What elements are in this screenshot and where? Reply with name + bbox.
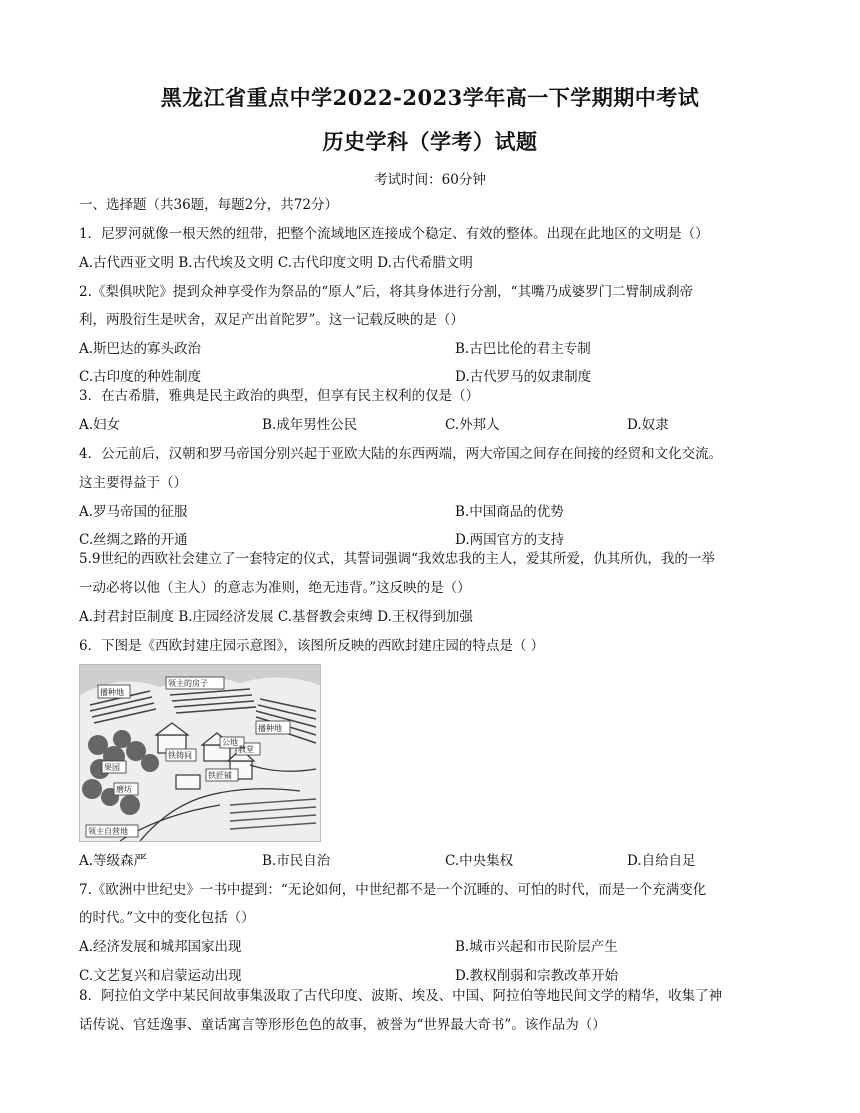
question-2-option-c: C.古印度的种姓制度 [79,369,202,385]
question-6-stem: 6．下图是《西欧封建庄园示意图》，该图所反映的西欧封建庄园的特点是（ ） [79,638,545,654]
figure-label-sowing-land-1: 播种地 [100,688,124,697]
question-4-option-c: C.丝绸之路的开通 [79,532,188,548]
question-3-option-d: D.奴隶 [627,417,669,433]
exam-title: 黑龙江省重点中学2022-2023学年高一下学期期中考试 [160,85,700,110]
manor-diagram-svg [80,665,320,841]
question-8-stem-line1: 8．阿拉伯文学中某民间故事集汲取了古代印度、波斯、埃及、中国、阿拉伯等地民间文学的精华，收集了神 [79,988,723,1004]
question-3-stem: 3．在古希腊，雅典是民主政治的典型，但享有民主权利的仅是（） [79,388,480,404]
question-2-option-a: A.斯巴达的寡头政治 [79,341,202,357]
question-7-option-a: A.经济发展和城邦国家出现 [79,939,242,955]
question-7-stem-line2: 的时代。”文中的变化包括（） [79,910,255,926]
question-5-stem-line1: 5.9世纪的西欧社会建立了一套特定的仪式，其誓词强调“我效忠我的主人，爱其所爱，仇其所仇，我的一举 [79,551,715,567]
figure-label-common-land: 公地 [222,738,238,747]
question-1-options: A.古代西亚文明 B.古代埃及文明 C.古代印度文明 D.古代希腊文明 [79,255,473,271]
question-2-option-b: B.古巴比伦的君主专制 [455,341,591,357]
question-5-stem-line2: 一动必将以他（主人）的意志为准则，绝无违背。”这反映的是（） [79,580,471,596]
question-2-stem-line1: 2.《梨俱吠陀》提到众神享受作为祭品的“原人”后，将其身体进行分割，“其嘴乃成婆罗门二臂制成刹帝 [79,284,694,300]
figure-label-orchard: 果园 [104,763,120,772]
question-3-option-c: C.外邦人 [445,417,500,433]
question-8-stem-line2: 话传说、官廷逸事、童话寓言等形形色色的故事，被誉为“世界最大奇书”。该作品为（） [79,1017,606,1033]
question-3-option-a: A.妇女 [79,417,121,433]
figure-label-church: 教堂 [238,745,254,754]
figure-label-demesne: 领主自营地 [88,827,128,836]
question-2-option-d: D.古代罗马的奴隶制度 [455,369,592,385]
figure-label-lords-house: 领主的房子 [168,679,208,688]
question-4-option-a: A.罗马帝国的征服 [79,504,188,520]
question-5-options: A.封君封臣制度 B.庄园经济发展 C.基督教会束缚 D.王权得到加强 [79,609,473,625]
question-4-stem-line2: 这主要得益于（） [79,475,187,491]
question-4-option-b: B.中国商品的优势 [455,504,564,520]
section-heading: 一、选择题（共36题，每题2分，共72分） [79,197,338,213]
question-6-option-c: C.中央集权 [445,853,514,869]
question-6-option-a: A.等级森严 [79,853,148,869]
question-7-option-c: C.文艺复兴和启蒙运动出现 [79,968,242,984]
question-3-option-b: B.成年男性公民 [262,417,358,433]
figure-label-mill: 磨坊 [116,785,132,794]
exam-subtitle: 历史学科（学考）试题 [322,129,538,154]
question-7-option-b: B.城市兴起和市民阶层产生 [455,939,618,955]
figure-label-iron-house: 铁铸间 [168,751,192,760]
question-7-option-d: D.教权削弱和宗教改革开始 [455,968,619,984]
figure-label-smithy: 铁匠铺 [208,771,232,780]
question-4-stem-line1: 4．公元前后，汉朝和罗马帝国分别兴起于亚欧大陆的东西两端，两大帝国之间存在间接的经贸和文化交流。 [79,446,723,462]
question-2-stem-line2: 利，两股衍生是吠舍，双足产出首陀罗”。这一记载反映的是（） [79,312,464,328]
exam-time: 考试时间：60分钟 [374,172,486,188]
manor-diagram-image [79,664,321,842]
figure-label-sowing-land-2: 播种地 [258,724,282,733]
question-4-option-d: D.两国官方的支持 [455,532,565,548]
question-6-option-b: B.市民自治 [262,853,331,869]
question-6-option-d: D.自给自足 [627,853,696,869]
question-7-stem-line1: 7.《欧洲中世纪史》一书中提到：“无论如何，中世纪都不是一个沉睡的、可怕的时代，而是一个充满变化 [79,882,707,898]
question-1-stem: 1．尼罗河就像一根天然的纽带，把整个流域地区连接成个稳定、有效的整体。出现在此地区的文明是（） [79,226,709,242]
